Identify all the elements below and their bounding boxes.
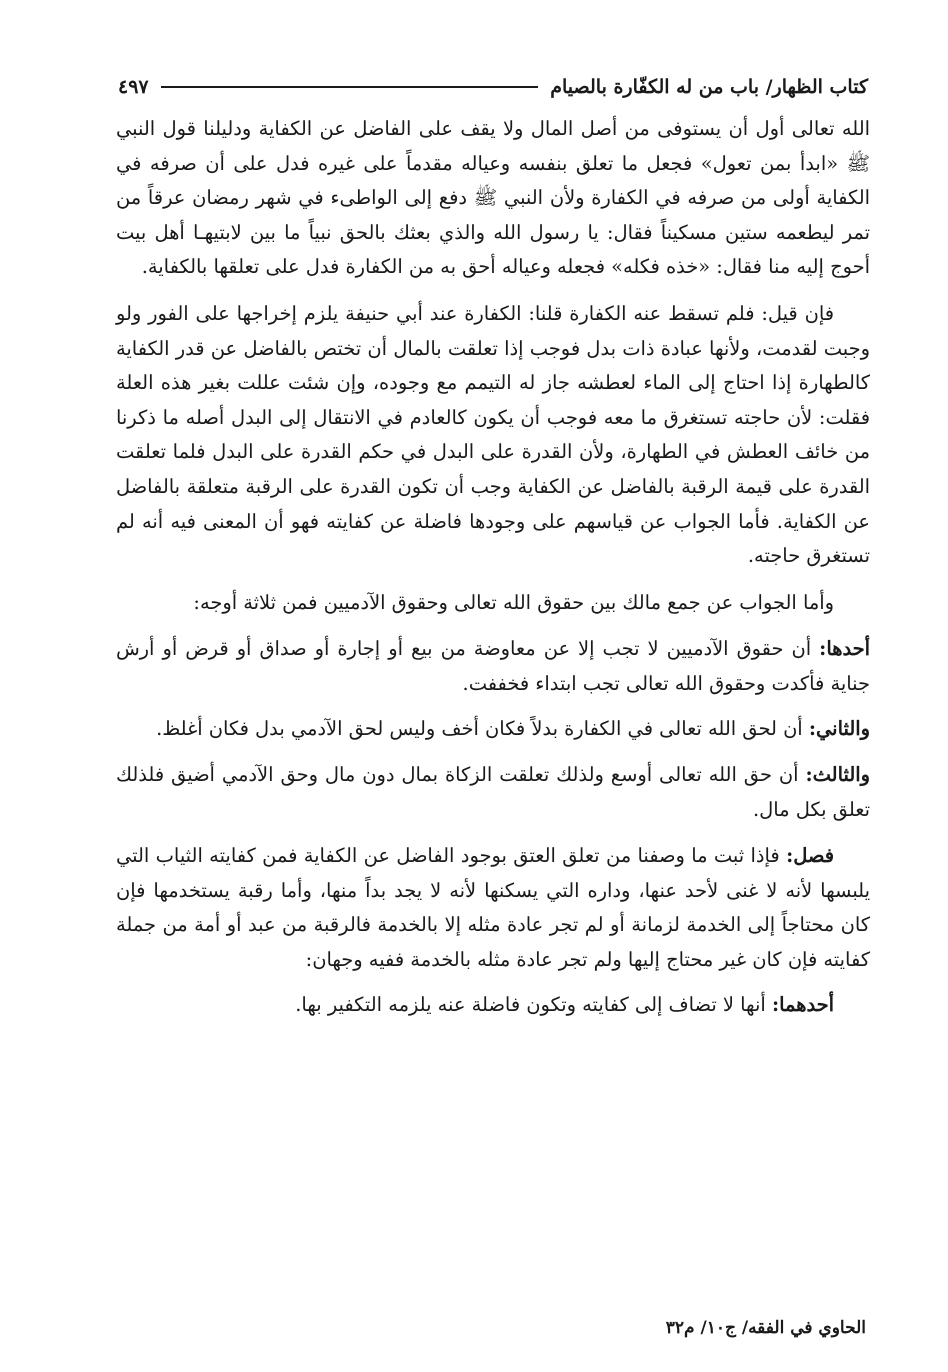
paragraph-lead: فصل: xyxy=(786,844,834,868)
paragraph-8 xyxy=(116,988,870,1023)
paragraph-text: أن لحق الله تعالى في الكفارة بدلاً فكان أخف وليس لحق الآدمي بدل فكان أغلظ. xyxy=(156,716,809,740)
paragraph-2 xyxy=(116,297,870,574)
paragraph-3 xyxy=(116,586,870,621)
header-rule xyxy=(161,86,539,88)
page-body xyxy=(116,112,870,1022)
running-header xyxy=(118,70,868,104)
header-title: كتاب الظهار/ باب من له الكفّارة بالصيام xyxy=(550,76,868,98)
paragraph-5 xyxy=(116,712,870,747)
paragraph-text: أنها لا تضاف إلى كفايته وتكون فاضلة عنه يلزمه التكفير بها. xyxy=(295,992,772,1016)
paragraph-7 xyxy=(116,839,870,977)
paragraph-lead: والثاني: xyxy=(808,716,870,740)
paragraph-text: فإذا ثبت ما وصفنا من تعلق العتق بوجود الفاضل عن الكفاية فمن كفايته الثياب التي يلبسها لأنه لا غنى لأحد عنها، وداره التي يسكنها لأنه لا يجد بداً منها، وأما رقبة يستخدمها فإن كان محتاجاً إلى الخدمة لزمانة أو لم تجر عادة مثله إلا بالخدمة فالرقبة من عبد أو أمة من جملة كفايته فإن كان غير محتاج إليها ولم تجر عادة مثله بالخدمة ففيه وجهان: xyxy=(116,844,870,972)
paragraph-text: وأما الجواب عن جمع مالك بين حقوق الله تعالى وحقوق الآدميين فمن ثلاثة أوجه: xyxy=(193,590,834,614)
paragraph-lead: أحدها: xyxy=(819,637,870,661)
paragraph-lead: أحدهما: xyxy=(771,992,834,1016)
paragraph-text: أن حق الله تعالى أوسع ولذلك تعلقت الزكاة بمال دون مال وحق الآدمي أضيق فلذلك تعلق بكل مال. xyxy=(116,763,870,821)
paragraph-text: الله تعالى أول أن يستوفى من أصل المال ولا يقف على الفاضل عن الكفاية ودليلنا قول النبي ﷺ «ابدأ بمن تعول» فجعل ما تعلق بنفسه وعياله مقدماً على غيره فدل على أن صرفه في الكفاية أولى من صرفه في الكفارة ولأن النبي ﷺ دفع إلى الواطىء في شهر رمضان عرقاً من تمر ليطعمه ستين مسكيناً فقال: يا رسول الله والذي بعثك بالحق نبياً ما بين لابتيهـا أهل بيت أحوج إليه منا فقال: «خذه فكله» فجعله وعياله أحق به من الكفارة فدل على تعلقها بالكفاية. xyxy=(116,117,870,279)
paragraph-lead: والثالث: xyxy=(805,763,870,787)
paragraph-1 xyxy=(116,112,870,285)
paragraph-6 xyxy=(116,758,870,827)
paragraph-text: فإن قيل: فلم تسقط عنه الكفارة قلنا: الكفارة عند أبي حنيفة يلزم إخراجها على الفور ولو وجبت لقدمت، ولأنها عبادة ذات بدل فوجب إذا تعلقت بالمال أن تختص بالفاضل عن قدر الكفاية كالطهارة إذا احتاج إلى الماء لعطشه جاز له التيمم مع وجوده، وإن شئت عللت بغير هذه العلة فقلت: لأن حاجته تستغرق ما معه فوجب أن يكون كالعادم في الانتقال إلى البدل أصله ما ذكرنا من خائف العطش في الطهارة، ولأن القدرة على البدل في حكم القدرة على البدل فلما تعلقت القدرة على قيمة الرقبة بالفاضل عن الكفاية وجب أن تكون القدرة على الرقبة متعلقة بالفاضل عن الكفاية. فأما الجواب عن قياسهم على وجودها فاضلة عن كفايته فهو أن المعنى فيه أنه لم تستغرق حاجته. xyxy=(116,301,870,568)
paragraph-4 xyxy=(116,632,870,701)
paragraph-text: أن حقوق الآدميين لا تجب إلا عن معاوضة من بيع أو إجارة أو صداق أو قرض أو أرش جناية فأكدت وحقوق الله تعالى تجب ابتداء فخففت. xyxy=(116,637,870,695)
footer-signature: الحاوي في الفقه/ ج١٠/ م٣٢ xyxy=(665,1318,866,1338)
page-number: ٤٩٧ xyxy=(118,76,149,98)
